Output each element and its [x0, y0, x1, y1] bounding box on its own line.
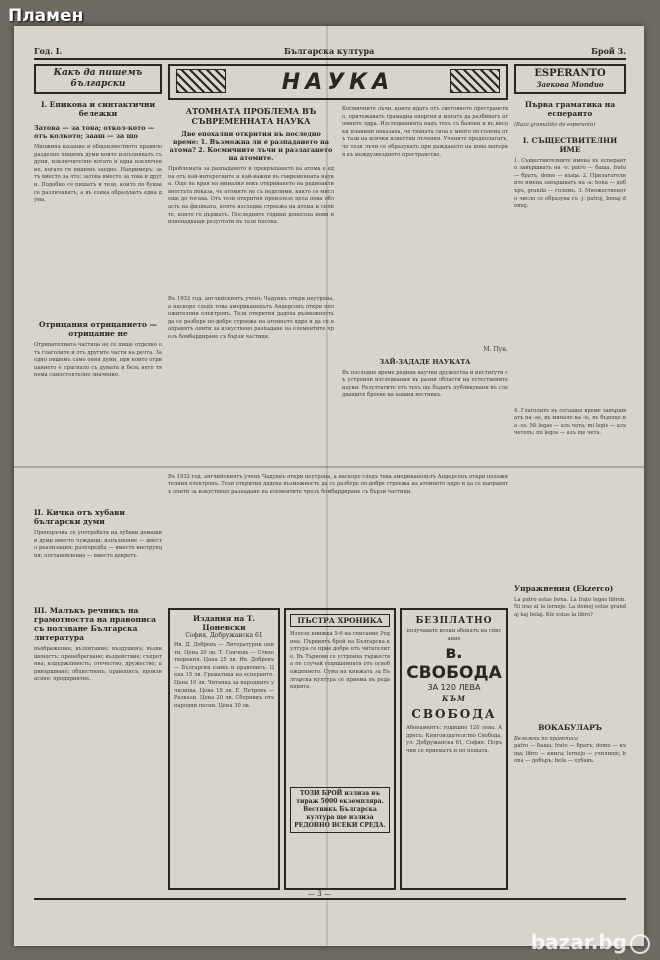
- esperanto-text-b: 4. Глаголите въ сегашно време завършватъ на -as, въ минало на -is, въ бъдеще на -os. Mi legas — азъ чета; mi legis — азъ четохъ; mi legos — азъ ще чета.: [514, 407, 626, 437]
- masthead: [34, 44, 626, 60]
- esperanto-heading-subtitle: Заекова Monduo: [536, 80, 604, 89]
- section3-title: II. Кичка отъ хубави български думи: [34, 508, 125, 526]
- publisher-ad-text: Ив. Д. Добревъ — Литературни опити. Цена 20 лв. Т. Ганчевъ — Стихотворения. Цена 25 лв. Ив. Добревъ — Български езикъ и правописъ. Цена 15 лв. Граматика на есперанто. Цена 10 лв. Читанка за народните училища. Цена 18 лв. Е. Петровъ — Разкази. Цена 20 лв. Сборникъ отъ народни песни. Цена 30 лв.: [174, 642, 274, 709]
- watermark-text: bazar.bg: [530, 930, 627, 954]
- svoboda-kum-label: КЪМ: [442, 694, 466, 704]
- masthead-paper-name: Българска култура: [284, 46, 375, 56]
- esperanto-text-c: La patro estas bona. La frato legas libron. Ni iras al la lernejo. La domoj estas grandaj kaj belaj. Kie estas la libro?: [514, 596, 626, 618]
- watermark: [531, 930, 650, 954]
- article-author: М. Пун.: [483, 346, 508, 353]
- article-text-a: Проблемата за разпадането и превръщането на атома е една отъ най-интересните и най-важни въ съвременната наука. Още въ края на миналия векъ откриването на радиоактивностьта показа, че атомите не съ неделими, както се мислеше до тогава. Отъ тези открития произлезе цела нова область на физиката, която изследва строежа на атома и силите, които го държатъ. Последните години донесоха нови и изненадващи резултати въ тази посока.: [168, 166, 334, 226]
- publisher-ad-title: Издания на Т. Цоневски: [192, 614, 256, 632]
- section4-title: III. Малъкъ речникъ на грамотността на правописа съ ползване Българска литература: [34, 606, 156, 642]
- ads-section: [168, 608, 508, 892]
- esperanto-vocab-title: ВОКАБУЛАРЪ: [538, 722, 602, 732]
- esperanto-heading: [514, 64, 626, 94]
- chronicle-notice: ТОЗИ БРОЙ излиза въ тираж 5000 екземпляра. Вестникъ Българска култура ще излиза РЕДОВНО ВСЕКИ СРЕДА.: [290, 787, 390, 833]
- svoboda-ad: [400, 608, 508, 890]
- esperanto-section-title: I. СЪЩЕСТВИТЕЛНИ ИМЕ: [522, 135, 618, 154]
- article-text-b: Въ 1932 год. английскиятъ ученъ Чадуикъ откри неутрона, а наскоро следъ това американецътъ Андерсонъ откри положителния електронъ. Тези открития дадоха възможность да се разбере по-добре строежа на атомното ядро и да се направятъ опити за изкуствено разпадане на елементите чрезъ бомбардиране съ бързи частици.: [168, 296, 334, 340]
- section1-text: Множина казание и общоизвестното правило разделно пишемъ думи които изпълняватъ съ думи, изключително когато и една изключение, когато ги пишемъ заедно. Напримеръ: за тъ вместо за что; затова вместо за това и други. Подобно се пишатъ и тези, които по буква се различаватъ, а въ езика образуватъ една дума.: [34, 144, 162, 204]
- section2-title: Отрицания отрицанието — отрицание не: [38, 320, 158, 338]
- chronicle-text: Излезе книжка 5-6 на списание Родина. Първиятъ брой на Българска култура се прие добре отъ читателите. Въ Търново се устроиха тържества по случай годишнината отъ освобождението. Сума на книжата за Българска култура се приема въ редакцията.: [290, 631, 390, 691]
- svoboda-free-label: БЕЗПЛАТНО: [415, 616, 493, 626]
- science-sub-heading: ЗАЙ-ЗАДАДЕ НАУКАТА: [379, 357, 471, 366]
- left-column: [34, 64, 162, 924]
- chronicle-box: [284, 608, 396, 890]
- section2-text: Отрицателната частица не се пише отделно отъ глаголите и отъ другите части на речта. Заедно пишемъ само ония думи, при които отрицанието е сраснало съ думата и безъ него тя нема самостоятелно значение.: [34, 342, 162, 379]
- seller-name: Пламен: [8, 6, 84, 26]
- article-text-continued: Въ 1932 год. английскиятъ ученъ Чадуикъ откри неутрона, а наскоро следъ това американецътъ Андерсонъ откри положителния електронъ. Тези открития дадоха възможность да се разбере по-добре строежа на атомното ядро и да се направятъ опити за изкуствено разпадане на елементите чрезъ бомбардиране съ бързи частици.: [168, 473, 508, 495]
- article-subtitle: Две епохални открития въ последно време: 1. Възможна ли е разпадането на атома? 2. Космичните лъчи и разлагането на атомите.: [169, 130, 333, 162]
- esperanto-heading-title: ESPERANTO: [534, 68, 606, 79]
- section3-text: Препоръчва се употребата на хубави домашни думи вместо чуждици: изпълнение — вместо реализация; разпоредба — вместо инструкция; постановление — вместо декретъ.: [34, 530, 162, 559]
- ornament-left: [176, 69, 226, 93]
- footer-rule: [34, 898, 626, 900]
- article-title: АТОМНАТА ПРОБЛЕМА ВЪ СЪВРЕМЕННАТА НАУКА: [185, 106, 317, 126]
- science-section: [168, 64, 508, 574]
- science-banner: [168, 64, 508, 100]
- science-column-b: [342, 106, 508, 470]
- science-column-a: [168, 106, 334, 470]
- esperanto-text-a: 1. Съществителните имена въ есперанто завършватъ на -о: patro — баща, frato — братъ, domo — къща. 2. Прилагателните имена завършватъ на -а: bona — добъръ, granda — големъ. 3. Множественото число се образува съ -j: patroj, bonaj domoj.: [514, 157, 626, 210]
- esperanto-text-d: patro — баща; frato — братъ; domo — къща; libro — книга; lernejo — училище; bona — добъръ; bela — хубавъ.: [514, 743, 626, 765]
- publisher-ad: [168, 608, 280, 890]
- left-column-heading: Какъ да пишемъ български: [34, 64, 162, 94]
- newspaper-page: [14, 26, 644, 946]
- chronicle-title: ПЪСТРА ХРОНИКА: [290, 614, 390, 627]
- publisher-ad-city: София, Добружанска 61: [185, 632, 263, 639]
- bazar-logo-icon: [630, 934, 650, 954]
- svoboda-ad-intro: получавате всеки абонатъ на списание: [406, 628, 502, 642]
- article-text-c: Космичните лъчи, които идатъ отъ световното пространство, притежаватъ грамадна енергия и могатъ да разбиватъ атомните ядра. Изследванията надъ техъ съ балони и въ високи планини показаха, че тяхната сила е много по-голема отъ тази на всички известни лъчения. Учените предполагатъ, че тези лъчи се образуватъ при раждането на нова материя въ междузвездното пространство.: [342, 106, 508, 158]
- section1-title: I. Епикова и синтактични бележки: [40, 100, 156, 118]
- masthead-issue: Брой 3.: [591, 46, 626, 56]
- esperanto-subhead: Първа граматика на есперанто: [524, 100, 616, 118]
- science-banner-title: НАУКА: [281, 69, 395, 95]
- section1-intro: Затова — за това; откол-кото — отъ колкото; зааш — за що: [34, 124, 155, 140]
- ornament-right: [450, 69, 500, 93]
- esperanto-vocab-note: Бележки по правописа: [514, 735, 578, 742]
- svoboda-brand-secondary: СВОБОДА: [411, 707, 497, 722]
- svoboda-ad-text: Абонаментъ: годишно 120 лева. Адресъ: Книгоиздателство Свобода, ул. Добружанска 61, София. Поръчки се приематъ и по пощата.: [406, 725, 502, 754]
- masthead-year: Год. I.: [34, 46, 63, 56]
- svoboda-price: ЗА 120 ЛЕВА: [427, 683, 481, 693]
- section4-text: въображение; възпитание; въздушенъ; възвишеностъ; пренебрегване; въздействие; съпротива; издържливость; отечество; дружество; привършване; общественъ; правописъ; произнасяне; предприятие.: [34, 646, 162, 683]
- esperanto-column: [514, 64, 626, 924]
- esperanto-subhead-note: (Bazo gramatiko de esperanto): [514, 122, 596, 128]
- page-number: — 3 —: [304, 890, 335, 898]
- svoboda-brand: в. СВОБОДА: [406, 643, 502, 684]
- esperanto-exercises-title: Упражнения (Ekzerco): [514, 583, 614, 593]
- article-text-d: Въ последно време редица научни дружества и институти съ устроили изследвания въ разни области на естествените науки. Резултатите отъ техъ ще бъдатъ публикувани въ следващите броеве на нашия вестникъ.: [342, 369, 508, 399]
